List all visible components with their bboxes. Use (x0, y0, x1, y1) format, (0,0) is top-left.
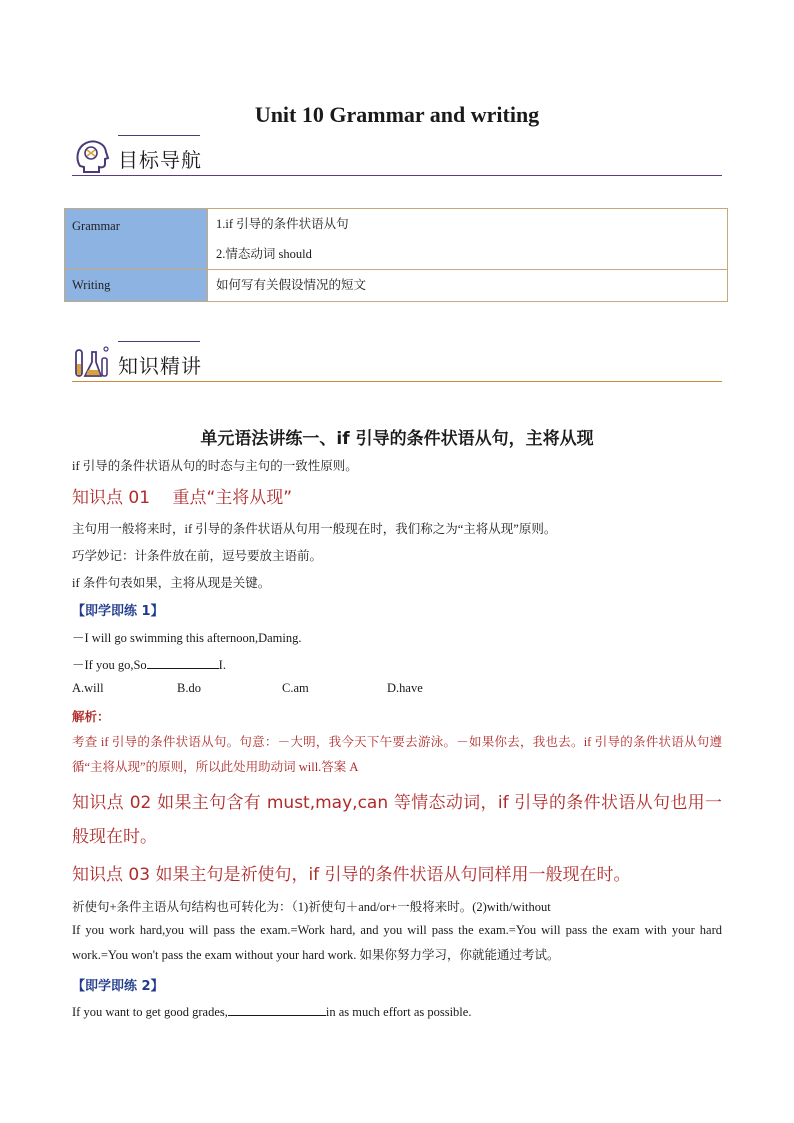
section-knowledge-rule (72, 381, 722, 382)
goals-line: 如何写有关假设情况的短文 (216, 278, 367, 292)
practice-2-label: 【即学即练 2】 (72, 979, 164, 994)
option: B.do (177, 681, 201, 695)
question-text: I. (218, 658, 226, 672)
section-overline (118, 341, 200, 342)
analysis-label: 解析： (72, 709, 110, 724)
answer-blank[interactable] (228, 1002, 326, 1016)
document-title: Unit 10 Grammar and writing (254, 102, 540, 127)
section-goals-rule (72, 175, 722, 176)
option: C.am (282, 681, 309, 695)
section-overline (118, 135, 200, 136)
question-text: －If you go,So (72, 658, 147, 672)
goals-key-writing: Writing (65, 270, 208, 302)
section-goals-header (72, 134, 722, 178)
table-row (65, 209, 728, 270)
section-knowledge-label: 知识精讲 (118, 354, 202, 378)
kp3-example: If you work hard,you will pass the exam.=Work hard, and you will pass the exam.=You will pass the exam with your hard work.=You won't pass the exam without your hard work. 如果你努力学习，你就能通过考试。 (72, 923, 722, 962)
section-knowledge-header (72, 340, 722, 384)
kp3-line: 祈使句+条件主语从句结构也可转化为：（1)祈使句＋and/or+一般将来时。(2)with/without (72, 900, 551, 914)
goals-line: 1.if 引导的条件状语从句 (216, 217, 349, 231)
question-text: in as much effort as possible. (325, 1005, 472, 1019)
section-goals-label: 目标导航 (118, 148, 202, 172)
goals-key-grammar: Grammar (65, 209, 208, 270)
intro-text: if 引导的条件状语从句的时态与主句的一致性原则。 (72, 459, 358, 473)
question-text: If you want to get good grades, (72, 1005, 228, 1019)
practice-1-options (72, 681, 423, 696)
kp1-line: 巧学妙记：计条件放在前，逗号要放主语前。 (72, 549, 323, 563)
kp1-line: if 条件句表如果，主将从现是关键。 (72, 576, 271, 590)
practice-1-question-line: －I will go swimming this afternoon,Daming. (72, 631, 302, 645)
goals-table (64, 208, 728, 302)
brain-head-icon (72, 136, 112, 176)
knowledge-point-03-title: 知识点 03 如果主句是祈使句，if 引导的条件状语从句同样用一般现在时。 (72, 865, 631, 885)
option: A.will (72, 681, 104, 695)
answer-blank[interactable] (147, 655, 219, 669)
lab-flask-icon (72, 342, 112, 382)
practice-2-question (72, 1002, 471, 1020)
knowledge-point-01-title: 知识点 01 重点“主将从现” (72, 488, 293, 508)
table-row (65, 270, 728, 302)
analysis-text: 考查 if 引导的条件状语从句。句意：－大明，我今天下午要去游泳。－如果你去，我也去。if 引导的条件状语从句遵循“主将从现”的原则，所以此处用助动词 will.答案 A (72, 735, 722, 774)
goals-value-grammar (208, 209, 728, 270)
option: D.have (387, 681, 423, 695)
practice-1-label: 【即学即练 1】 (72, 604, 164, 619)
kp1-line: 主句用一般将来时，if 引导的条件状语从句用一般现在时，我们称之为“主将从现”原则。 (72, 522, 557, 536)
goals-value-writing (208, 270, 728, 302)
practice-1-question-line (72, 655, 226, 673)
goals-line: 2.情态动词 should (216, 247, 312, 261)
knowledge-point-02-title: 知识点 02 如果主句含有 must,may,can 等情态动词，if 引导的条件状语从句也用一般现在时。 (72, 793, 722, 847)
unit-grammar-heading: 单元语法讲练一、if 引导的条件状语从句，主将从现 (200, 429, 594, 449)
